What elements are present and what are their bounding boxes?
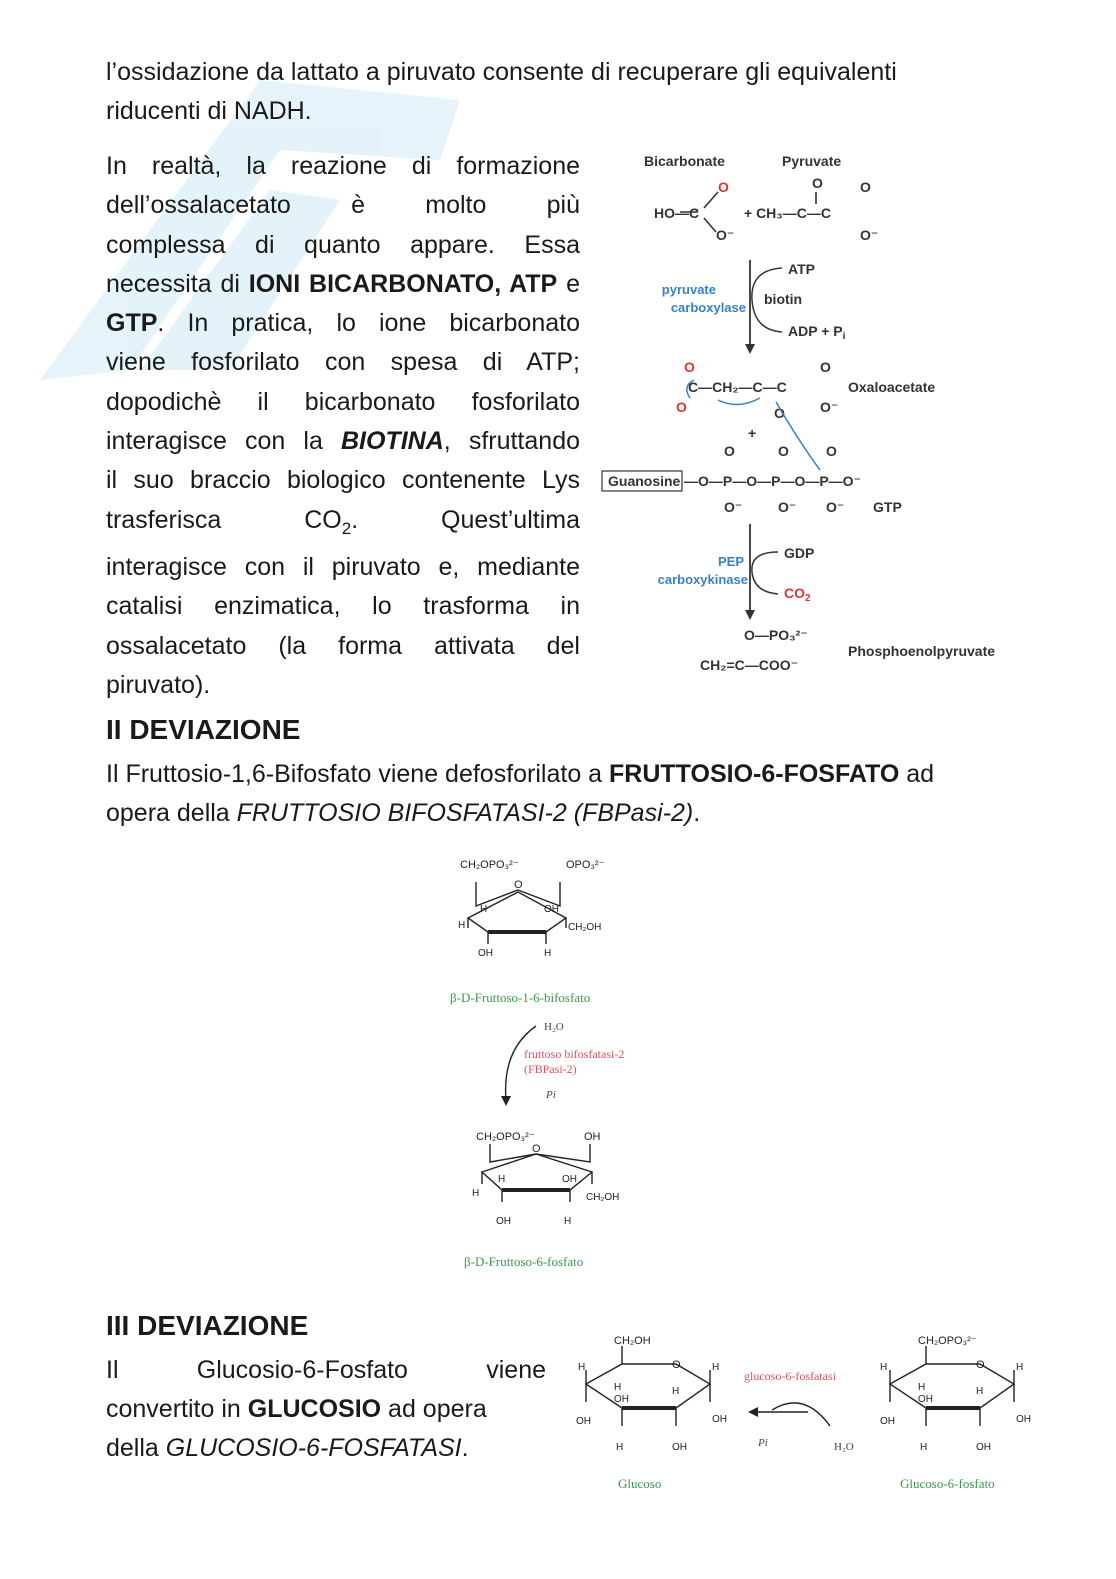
svg-text:H: H [498, 1174, 506, 1185]
svg-text:OH: OH [576, 1416, 591, 1427]
para-line: dell’ossalacetato è molto più [106, 191, 580, 220]
svg-text:H: H [918, 1382, 926, 1393]
svg-text:CH₂OH: CH₂OH [614, 1335, 651, 1347]
svg-text:O: O [676, 399, 687, 415]
svg-text:H: H [544, 948, 552, 959]
para-line: interagisce con il piruvato e, mediante [106, 552, 580, 581]
svg-text:H: H [458, 920, 466, 931]
svg-text:OPO₃²⁻: OPO₃²⁻ [566, 859, 605, 871]
svg-text:Pi: Pi [758, 1437, 768, 1449]
para-line: piruvato). [106, 670, 211, 699]
sec3-line-3: della GLUCOSIO-6-FOSFATASI. [106, 1434, 469, 1462]
label-glucose: Glucoso [618, 1476, 662, 1491]
para-line: dopodichè il bicarbonato fosforilato [106, 387, 580, 416]
para-line: necessita di IONI BICARBONATO, ATP e [106, 269, 580, 298]
para-line: In realtà, la reazione di formazione [106, 152, 580, 180]
sec3-line-2: convertito in GLUCOSIO ad opera [106, 1395, 487, 1423]
sec2-line-2: opera della FRUTTOSIO BIFOSFATASI-2 (FBPasi-2). [106, 799, 701, 827]
svg-text:OH: OH [1016, 1414, 1031, 1425]
svg-text:O: O [532, 1143, 541, 1155]
svg-text:O: O [820, 359, 831, 375]
intro-line-1: l’ossidazione da lattato a piruvato consente di recuperare gli equivalenti [106, 58, 897, 86]
svg-text:O: O [684, 359, 695, 375]
svg-text:OH: OH [918, 1394, 933, 1405]
svg-text:H: H [920, 1442, 928, 1453]
svg-text:H: H [472, 1188, 480, 1199]
para-line: viene fosforilato con spesa di ATP; [106, 348, 580, 377]
svg-text:O: O [778, 443, 789, 459]
svg-text:CH₂OPO₃²⁻: CH₂OPO₃²⁻ [918, 1335, 977, 1347]
figure-pep-synthesis [598, 140, 1048, 685]
svg-text:OH: OH [478, 948, 493, 959]
svg-text:carboxylase: carboxylase [670, 300, 746, 315]
svg-text:O: O [826, 443, 837, 459]
svg-text:pyruvate: pyruvate [661, 282, 716, 297]
svg-text:OH: OH [712, 1414, 727, 1425]
para-line: complessa di quanto appare. Essa [106, 230, 580, 259]
svg-text:O⁻: O⁻ [820, 399, 839, 415]
para-line: trasferisca $CO_2$. Quest’ultima [106, 505, 580, 538]
svg-text:GTP: GTP [873, 499, 902, 515]
label-pyruvate: Pyruvate [782, 153, 842, 169]
svg-text:O⁻: O⁻ [860, 227, 879, 243]
svg-text:H: H [1016, 1362, 1024, 1373]
svg-text:H₂O: H₂O [544, 1021, 564, 1033]
svg-text:O⁻: O⁻ [826, 499, 845, 515]
svg-text:O: O [774, 405, 785, 421]
para-line: GTP. In pratica, lo ione bicarbonato [106, 309, 580, 338]
svg-text:O: O [860, 179, 871, 195]
svg-text:HO—C: HO—C [654, 205, 700, 221]
label-glucose-6-phosphate: Glucoso-6-fosfato [900, 1476, 995, 1491]
svg-text:(FBPasi-2): (FBPasi-2) [524, 1062, 577, 1076]
label-fructose-bisphosphate: β-D-Fruttoso-1-6-bifosfato [450, 990, 591, 1005]
svg-text:O⁻: O⁻ [778, 499, 797, 515]
svg-text:Guanosine: Guanosine [608, 473, 681, 489]
svg-text:H: H [616, 1442, 624, 1453]
svg-text:OH: OH [544, 904, 559, 915]
svg-text:PEP: PEP [717, 554, 744, 569]
svg-text:H: H [976, 1386, 984, 1397]
label-oxaloacetate: Oxaloacetate [848, 379, 936, 395]
sec2-line-1: Il Fruttosio-1,6-Bifosfato viene defosforilato a FRUTTOSIO-6-FOSFATO ad [106, 760, 935, 788]
svg-text:OH: OH [614, 1394, 629, 1405]
heading-iii-deviazione: III DEVIAZIONE [106, 1310, 309, 1341]
svg-text:CH₂OPO₃²⁻: CH₂OPO₃²⁻ [460, 859, 519, 871]
svg-text:O: O [976, 1359, 985, 1371]
svg-text:O: O [718, 179, 729, 195]
intro-line-2: riducenti di NADH. [106, 97, 312, 125]
svg-text:O: O [724, 443, 735, 459]
svg-text:+: + [748, 425, 757, 441]
paragraph-oxaloacetate [106, 147, 580, 705]
svg-text:H: H [880, 1362, 888, 1373]
svg-text:C—CH₂—C—C: C—CH₂—C—C [688, 379, 787, 395]
svg-text:O⁻: O⁻ [716, 227, 735, 243]
para-line: interagisce con la BIOTINA, sfruttando [106, 427, 580, 456]
svg-text:H: H [712, 1362, 720, 1373]
svg-text:OH: OH [976, 1442, 991, 1453]
sec3-line-1: Il Glucosio-6-Fosfato viene [106, 1356, 546, 1384]
svg-text:O⁻: O⁻ [724, 499, 743, 515]
svg-text:H: H [578, 1362, 586, 1373]
figure-glucose-6-phosphatase [572, 1326, 1046, 1502]
label-phosphoenolpyruvate: Phosphoenolpyruvate [848, 643, 996, 659]
svg-text:+ CH₃—C—C: + CH₃—C—C [744, 205, 831, 221]
svg-text:H: H [614, 1382, 622, 1393]
label-fructose-6-phosphate: β-D-Fruttoso-6-fosfato [464, 1254, 584, 1269]
svg-text:O: O [812, 175, 823, 191]
para-line: il suo braccio biologico contenente Lys [106, 466, 580, 495]
svg-text:CH₂OH: CH₂OH [568, 922, 602, 933]
svg-text:GDP: GDP [784, 545, 815, 561]
svg-text:CH₂OH: CH₂OH [586, 1192, 620, 1203]
svg-text:OH: OH [562, 1174, 577, 1185]
svg-text:CH₂OPO₃²⁻: CH₂OPO₃²⁻ [476, 1131, 535, 1143]
svg-text:ADP + Pi: ADP + $P_i$ [788, 323, 846, 342]
svg-text:H: H [672, 1386, 680, 1397]
svg-text:biotin: biotin [764, 291, 803, 307]
label-bicarbonate: Bicarbonate [644, 153, 725, 169]
svg-text:carboxykinase: carboxykinase [657, 572, 748, 587]
svg-text:—O—P—O—P—O—P—O⁻: —O—P—O—P—O—P—O⁻ [684, 473, 861, 489]
svg-text:OH: OH [496, 1216, 511, 1227]
heading-ii-deviazione: II DEVIAZIONE [106, 714, 301, 745]
svg-text:H₂O: H₂O [834, 1441, 854, 1453]
enzyme-glucose-6-phosphatase: glucoso-6-fosfatasi [744, 1369, 836, 1383]
svg-text:ATP: ATP [788, 261, 815, 277]
figure-fructose-bisphosphatase [440, 850, 680, 1280]
svg-text:CO2: $CO_2$ [784, 585, 811, 604]
svg-text:OH: OH [584, 1131, 601, 1143]
svg-text:O: O [514, 879, 523, 891]
svg-text:H: H [564, 1216, 572, 1227]
svg-text:Pi: Pi [546, 1089, 556, 1101]
svg-text:fruttoso bifosfatasi-2: fruttoso bifosfatasi-2 [524, 1047, 625, 1061]
svg-text:CH₂=C—COO⁻: CH₂=C—COO⁻ [700, 657, 799, 673]
para-line: ossalacetato (la forma attivata del [106, 631, 580, 660]
svg-text:H: H [480, 904, 488, 915]
svg-text:O—PO₃²⁻: O—PO₃²⁻ [744, 627, 808, 643]
para-line: catalisi enzimatica, lo trasforma in [106, 592, 580, 621]
svg-text:OH: OH [672, 1442, 687, 1453]
svg-text:O: O [672, 1359, 681, 1371]
svg-text:OH: OH [880, 1416, 895, 1427]
